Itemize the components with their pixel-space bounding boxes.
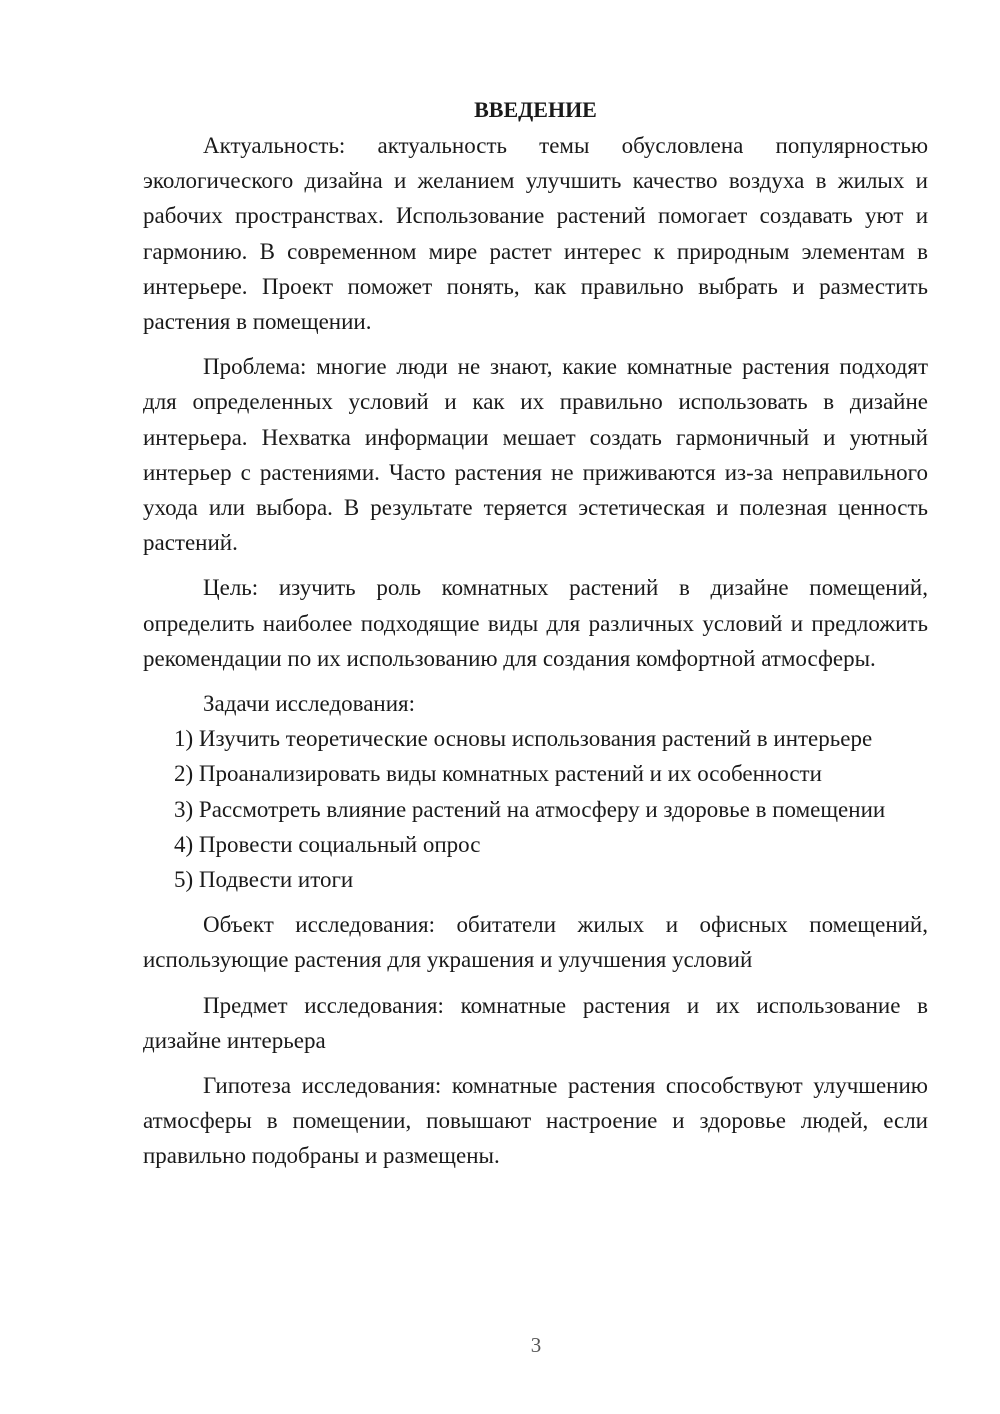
paragraph-problem: Проблема: многие люди не знают, какие комнатные растения подходят для определенных условий и как их правильно использовать в дизайне интерьера. Нехватка информации мешает создать гармоничный и уютный интерьер с растениями. Часто растения не приживаются из-за неправильного ухода или выбора. В результате теряется эстетическая и полезная ценность растений. [143, 354, 928, 556]
task-item-4: 4) Провести социальный опрос [174, 831, 481, 857]
paragraph-relevance: Актуальность: актуальность темы обусловлена популярностью экологического дизайна и желанием улучшить качество воздуха в жилых и рабочих пространствах. Использование растений помогает создавать уют и гармонию. В современном мире растет интерес к природным элементам в интерьере. Проект поможет понять, как правильно выбрать и разместить растения в помещении. [143, 133, 928, 335]
task-item-2: 2) Проанализировать виды комнатных растений и их особенности [174, 761, 822, 787]
paragraph-subject: Предмет исследования: комнатные растения и их использование в дизайне интерьера [143, 992, 928, 1053]
paragraph-object: Объект исследования: обитатели жилых и офисных помещений, использующие растения для украшения и улучшения условий [143, 912, 928, 973]
task-item-5: 5) Подвести итоги [174, 867, 354, 893]
page-number: 3 [530, 1333, 542, 1357]
task-item-1: 1) Изучить теоретические основы использования растений в интерьере [174, 726, 873, 752]
tasks-heading: Задачи исследования: [203, 691, 416, 717]
paragraph-goal: Цель: изучить роль комнатных растений в дизайне помещений, определить наиболее подходящие виды для различных условий и предложить рекомендации по их использованию для создания комфортной атмосферы. [143, 575, 928, 671]
task-item-3: 3) Рассмотреть влияние растений на атмосферу и здоровье в помещении [174, 796, 886, 822]
paragraph-hypothesis: Гипотеза исследования: комнатные растения способствуют улучшению атмосферы в помещении, повышают настроение и здоровье людей, если правильно подобраны и размещены. [143, 1073, 928, 1169]
page-title: ВВЕДЕНИЕ [474, 97, 597, 122]
document-page [143, 92, 928, 1174]
